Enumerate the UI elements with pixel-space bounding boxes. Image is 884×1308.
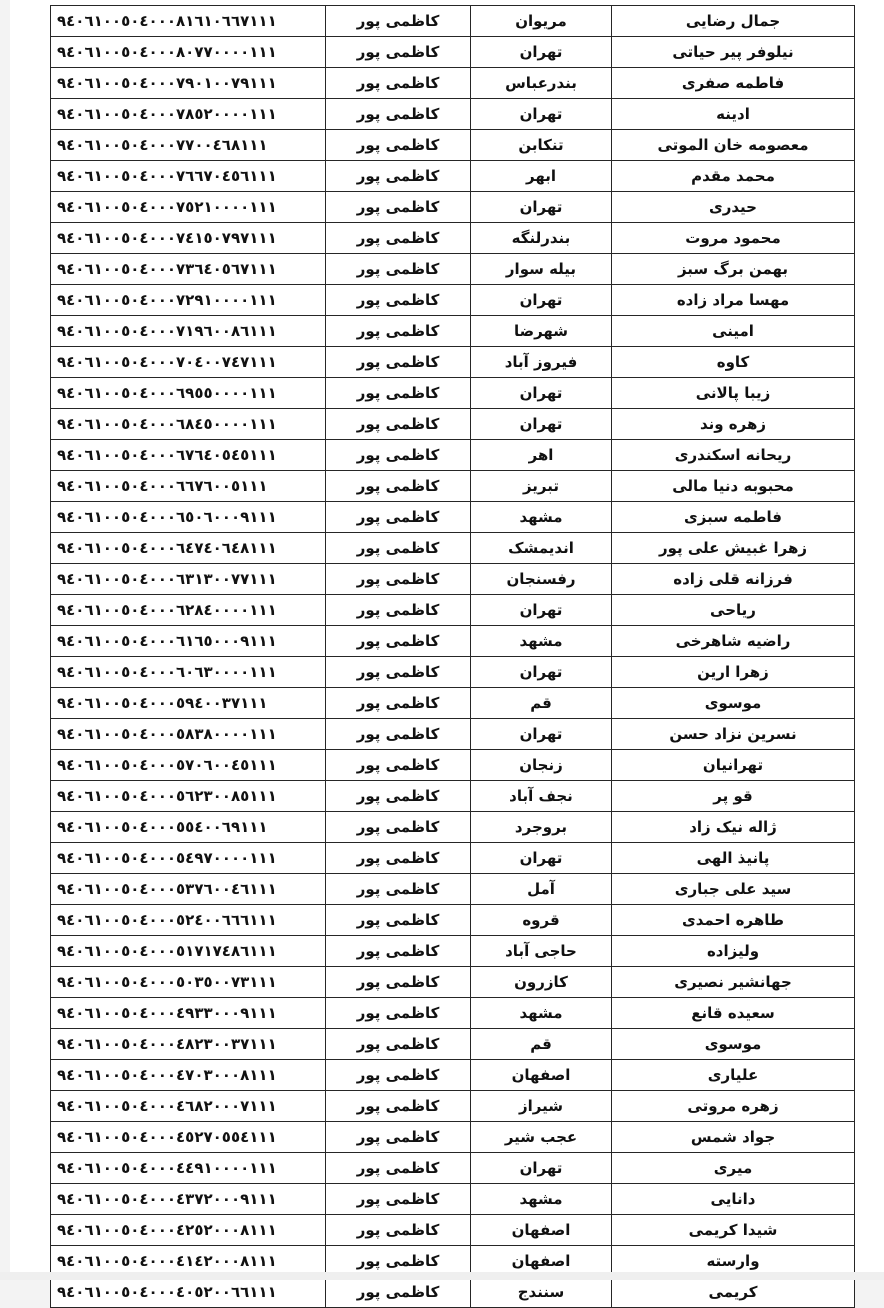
account-number-cell: ۹٤۰٦۱۰۰٥۰٤۰۰۰٥٥٤۰۰٦۹۱۱۱ [51,812,326,843]
account-number-cell: ۹٤۰٦۱۰۰٥۰٤۰۰۰٤٥۲۷۰٥٥٤۱۱۱ [51,1122,326,1153]
records-table [50,5,855,1308]
account-number-cell: ۹٤۰٦۱۰۰٥۰٤۰۰۰۷٤۱٥۰۷۹۷۱۱۱ [51,223,326,254]
city-cell: قم [471,1029,612,1060]
person-name-cell: تهرانیان [612,750,855,781]
city-cell: شهرضا [471,316,612,347]
table-row [51,843,855,874]
table-row [51,905,855,936]
surname-ref-cell: کاظمی پور [326,1091,471,1122]
table-row [51,409,855,440]
surname-ref-cell: کاظمی پور [326,471,471,502]
account-number-cell: ۹٤۰٦۱۰۰٥۰٤۰۰۰٦۱٦٥۰۰۰۹۱۱۱ [51,626,326,657]
table-row [51,161,855,192]
records-table-body [51,6,855,1308]
city-cell: بندرلنگه [471,223,612,254]
account-number-cell: ۹٤۰٦۱۰۰٥۰٤۰۰۰٦۷٦٤۰٥٤٥۱۱۱ [51,440,326,471]
account-number-cell: ۹٤۰٦۱۰۰٥۰٤۰۰۰۷٥۲۱۰۰۰۰۱۱۱ [51,192,326,223]
person-name-cell: کاوه [612,347,855,378]
table-row [51,130,855,161]
city-cell: تهران [471,719,612,750]
city-cell: رفسنجان [471,564,612,595]
table-row [51,1122,855,1153]
surname-ref-cell: کاظمی پور [326,843,471,874]
surname-ref-cell: کاظمی پور [326,905,471,936]
person-name-cell: جمال رضایی [612,6,855,37]
table-row [51,657,855,688]
table-row [51,1029,855,1060]
person-name-cell: موسوی [612,1029,855,1060]
person-name-cell: زهرا ارین [612,657,855,688]
table-row [51,626,855,657]
surname-ref-cell: کاظمی پور [326,688,471,719]
city-cell: تهران [471,1153,612,1184]
city-cell: بیله سوار [471,254,612,285]
table-row [51,471,855,502]
table-row [51,719,855,750]
surname-ref-cell: کاظمی پور [326,37,471,68]
surname-ref-cell: کاظمی پور [326,1246,471,1277]
account-number-cell: ۹٤۰٦۱۰۰٥۰٤۰۰۰٥۷۰٦۰۰٤٥۱۱۱ [51,750,326,781]
surname-ref-cell: کاظمی پور [326,657,471,688]
city-cell: مریوان [471,6,612,37]
person-name-cell: فاطمه سبزی [612,502,855,533]
city-cell: اصفهان [471,1215,612,1246]
table-row [51,378,855,409]
city-cell: اصفهان [471,1246,612,1277]
surname-ref-cell: کاظمی پور [326,68,471,99]
city-cell: بندرعباس [471,68,612,99]
surname-ref-cell: کاظمی پور [326,1184,471,1215]
surname-ref-cell: کاظمی پور [326,285,471,316]
city-cell: بروجرد [471,812,612,843]
table-row [51,1153,855,1184]
account-number-cell: ۹٤۰٦۱۰۰٥۰٤۰۰۰۸۱٦۱۰٦٦۷۱۱۱ [51,6,326,37]
person-name-cell: ولیزاده [612,936,855,967]
surname-ref-cell: کاظمی پور [326,595,471,626]
surname-ref-cell: کاظمی پور [326,99,471,130]
surname-ref-cell: کاظمی پور [326,626,471,657]
surname-ref-cell: کاظمی پور [326,812,471,843]
table-row [51,750,855,781]
city-cell: تهران [471,285,612,316]
city-cell: تبریز [471,471,612,502]
table-row [51,37,855,68]
surname-ref-cell: کاظمی پور [326,781,471,812]
city-cell: تهران [471,192,612,223]
person-name-cell: سید علی جباری [612,874,855,905]
surname-ref-cell: کاظمی پور [326,502,471,533]
account-number-cell: ۹٤۰٦۱۰۰٥۰٤۰۰۰٦٥۰٦۰۰۰۹۱۱۱ [51,502,326,533]
table-row [51,1215,855,1246]
table-row [51,192,855,223]
person-name-cell: بهمن برگ سبز [612,254,855,285]
table-row [51,564,855,595]
table-row [51,347,855,378]
person-name-cell: علیاری [612,1060,855,1091]
person-name-cell: مهسا مراد زاده [612,285,855,316]
surname-ref-cell: کاظمی پور [326,750,471,781]
city-cell: تهران [471,843,612,874]
city-cell: تهران [471,657,612,688]
table-row [51,533,855,564]
surname-ref-cell: کاظمی پور [326,936,471,967]
person-name-cell: ریاحی [612,595,855,626]
city-cell: نجف آباد [471,781,612,812]
surname-ref-cell: کاظمی پور [326,192,471,223]
account-number-cell: ۹٤۰٦۱۰۰٥۰٤۰۰۰۷۰٤۰۰۷٤۷۱۱۱ [51,347,326,378]
table-row [51,936,855,967]
account-number-cell: ۹٤۰٦۱۰۰٥۰٤۰۰۰٥۸۳۸۰۰۰۰۱۱۱ [51,719,326,750]
account-number-cell: ۹٤۰٦۱۰۰٥۰٤۰۰۰٦۲۸٤۰۰۰۰۱۱۱ [51,595,326,626]
person-name-cell: زهره وند [612,409,855,440]
person-name-cell: دانایی [612,1184,855,1215]
person-name-cell: راضیه شاهرخی [612,626,855,657]
table-row [51,967,855,998]
account-number-cell: ۹٤۰٦۱۰۰٥۰٤۰۰۰٥۲٤۰۰٦٦٦۱۱۱ [51,905,326,936]
city-cell: تهران [471,409,612,440]
city-cell: عجب شیر [471,1122,612,1153]
city-cell: مشهد [471,1184,612,1215]
person-name-cell: موسوی [612,688,855,719]
city-cell: اندیمشک [471,533,612,564]
city-cell: مشهد [471,626,612,657]
account-number-cell: ۹٤۰٦۱۰۰٥۰٤۰۰۰٥٤۹۷۰۰۰۰۱۱۱ [51,843,326,874]
city-cell: قم [471,688,612,719]
city-cell: سنندج [471,1277,612,1308]
city-cell: آمل [471,874,612,905]
person-name-cell: محمد مقدم [612,161,855,192]
surname-ref-cell: کاظمی پور [326,1277,471,1308]
table-row [51,316,855,347]
account-number-cell: ۹٤۰٦۱۰۰٥۰٤۰۰۰٦۹٥٥۰۰۰۰۱۱۱ [51,378,326,409]
person-name-cell: حیدری [612,192,855,223]
person-name-cell: ادینه [612,99,855,130]
person-name-cell: ریحانه اسکندری [612,440,855,471]
person-name-cell: کریمی [612,1277,855,1308]
account-number-cell: ۹٤۰٦۱۰۰٥۰٤۰۰۰٤۰٥۲۰۰٦٦۱۱۱ [51,1277,326,1308]
document-sheet [10,0,884,1301]
table-row [51,1091,855,1122]
account-number-cell: ۹٤۰٦۱۰۰٥۰٤۰۰۰۷۳٦٤۰٥٦۷۱۱۱ [51,254,326,285]
surname-ref-cell: کاظمی پور [326,1153,471,1184]
person-name-cell: فاطمه صفری [612,68,855,99]
bottom-margin [0,1272,884,1280]
table-row [51,99,855,130]
account-number-cell: ۹٤۰٦۱۰۰٥۰٤۰۰۰٤۲٥۲۰۰۰۸۱۱۱ [51,1215,326,1246]
table-row [51,254,855,285]
account-number-cell: ۹٤۰٦۱۰۰٥۰٤۰۰۰٤۸۲۳۰۰۳۷۱۱۱ [51,1029,326,1060]
table-row [51,874,855,905]
surname-ref-cell: کاظمی پور [326,1215,471,1246]
account-number-cell: ۹٤۰٦۱۰۰٥۰٤۰۰۰٤۷۰۳۰۰۰۸۱۱۱ [51,1060,326,1091]
account-number-cell: ۹٤۰٦۱۰۰٥۰٤۰۰۰٤٤۹۱۰۰۰۰۱۱۱ [51,1153,326,1184]
city-cell: ابهر [471,161,612,192]
city-cell: زنجان [471,750,612,781]
person-name-cell: معصومه خان الموتی [612,130,855,161]
table-row [51,1277,855,1308]
person-name-cell: شیدا کریمی [612,1215,855,1246]
table-row [51,68,855,99]
account-number-cell: ۹٤۰٦۱۰۰٥۰٤۰۰۰۷۸٥۲۰۰۰۰۱۱۱ [51,99,326,130]
person-name-cell: نسرین نزاد حسن [612,719,855,750]
surname-ref-cell: کاظمی پور [326,967,471,998]
city-cell: مشهد [471,998,612,1029]
city-cell: فیروز آباد [471,347,612,378]
surname-ref-cell: کاظمی پور [326,533,471,564]
table-row [51,440,855,471]
person-name-cell: محمود مروت [612,223,855,254]
account-number-cell: ۹٤۰٦۱۰۰٥۰٤۰۰۰۸۰۷۷۰۰۰۰۱۱۱ [51,37,326,68]
surname-ref-cell: کاظمی پور [326,998,471,1029]
surname-ref-cell: کاظمی پور [326,378,471,409]
account-number-cell: ۹٤۰٦۱۰۰٥۰٤۰۰۰٥۰۳٥۰۰۷۳۱۱۱ [51,967,326,998]
surname-ref-cell: کاظمی پور [326,440,471,471]
account-number-cell: ۹٤۰٦۱۰۰٥۰٤۰۰۰٦٦۷٦۰۰٥۱۱۱ [51,471,326,502]
account-number-cell: ۹٤۰٦۱۰۰٥۰٤۰۰۰٥۱۷۱۷٤۸٦۱۱۱ [51,936,326,967]
city-cell: کازرون [471,967,612,998]
surname-ref-cell: کاظمی پور [326,161,471,192]
table-row [51,998,855,1029]
person-name-cell: سعیده قانع [612,998,855,1029]
account-number-cell: ۹٤۰٦۱۰۰٥۰٤۰۰۰٥۹٤۰۰۳۷۱۱۱ [51,688,326,719]
surname-ref-cell: کاظمی پور [326,719,471,750]
person-name-cell: وارسته [612,1246,855,1277]
person-name-cell: زهره مروتی [612,1091,855,1122]
person-name-cell: قو پر [612,781,855,812]
person-name-cell: امینی [612,316,855,347]
account-number-cell: ۹٤۰٦۱۰۰٥۰٤۰۰۰۷۹۰۱۰۰۷۹۱۱۱ [51,68,326,99]
city-cell: حاجی آباد [471,936,612,967]
city-cell: تهران [471,378,612,409]
account-number-cell: ۹٤۰٦۱۰۰٥۰٤۰۰۰٦۸٤٥۰۰۰۰۱۱۱ [51,409,326,440]
account-number-cell: ۹٤۰٦۱۰۰٥۰٤۰۰۰٥٦۲۳۰۰۸٥۱۱۱ [51,781,326,812]
person-name-cell: نیلوفر پیر حیاتی [612,37,855,68]
table-row [51,502,855,533]
surname-ref-cell: کاظمی پور [326,1029,471,1060]
surname-ref-cell: کاظمی پور [326,347,471,378]
city-cell: اصفهان [471,1060,612,1091]
surname-ref-cell: کاظمی پور [326,254,471,285]
table-row [51,285,855,316]
person-name-cell: زهرا غبیش علی پور [612,533,855,564]
table-row [51,1060,855,1091]
city-cell: اهر [471,440,612,471]
person-name-cell: جهانشیر نصیری [612,967,855,998]
table-row [51,812,855,843]
surname-ref-cell: کاظمی پور [326,409,471,440]
person-name-cell: طاهره احمدی [612,905,855,936]
city-cell: تنکابن [471,130,612,161]
person-name-cell: محبوبه دنیا مالی [612,471,855,502]
account-number-cell: ۹٤۰٦۱۰۰٥۰٤۰۰۰۷۲۹۱۰۰۰۰۱۱۱ [51,285,326,316]
surname-ref-cell: کاظمی پور [326,1060,471,1091]
account-number-cell: ۹٤۰٦۱۰۰٥۰٤۰۰۰٦٤۷٤۰٦٤۸۱۱۱ [51,533,326,564]
table-row [51,1184,855,1215]
surname-ref-cell: کاظمی پور [326,564,471,595]
account-number-cell: ۹٤۰٦۱۰۰٥۰٤۰۰۰٤۹۳۳۰۰۰۹۱۱۱ [51,998,326,1029]
table-row [51,781,855,812]
person-name-cell: فرزانه قلی زاده [612,564,855,595]
person-name-cell: ژاله نیک زاد [612,812,855,843]
account-number-cell: ۹٤۰٦۱۰۰٥۰٤۰۰۰۷۱۹٦۰۰۸٦۱۱۱ [51,316,326,347]
account-number-cell: ۹٤۰٦۱۰۰٥۰٤۰۰۰٤۱٤۲۰۰۰۸۱۱۱ [51,1246,326,1277]
account-number-cell: ۹٤۰٦۱۰۰٥۰٤۰۰۰٤٦۸۲۰۰۰۷۱۱۱ [51,1091,326,1122]
account-number-cell: ۹٤۰٦۱۰۰٥۰٤۰۰۰۷۷۰۰٤٦۸۱۱۱ [51,130,326,161]
account-number-cell: ۹٤۰٦۱۰۰٥۰٤۰۰۰۷٦٦۷۰٤٥٦۱۱۱ [51,161,326,192]
city-cell: مشهد [471,502,612,533]
account-number-cell: ۹٤۰٦۱۰۰٥۰٤۰۰۰٦۳۱۳۰۰۷۷۱۱۱ [51,564,326,595]
city-cell: قروه [471,905,612,936]
table-row [51,595,855,626]
surname-ref-cell: کاظمی پور [326,316,471,347]
table-row [51,223,855,254]
person-name-cell: جواد شمس [612,1122,855,1153]
account-number-cell: ۹٤۰٦۱۰۰٥۰٤۰۰۰٤۳۷۲۰۰۰۹۱۱۱ [51,1184,326,1215]
table-row [51,688,855,719]
city-cell: شیراز [471,1091,612,1122]
person-name-cell: پانیذ الهی [612,843,855,874]
surname-ref-cell: کاظمی پور [326,1122,471,1153]
account-number-cell: ۹٤۰٦۱۰۰٥۰٤۰۰۰٦۰٦۳۰۰۰۰۱۱۱ [51,657,326,688]
surname-ref-cell: کاظمی پور [326,223,471,254]
city-cell: تهران [471,99,612,130]
surname-ref-cell: کاظمی پور [326,130,471,161]
surname-ref-cell: کاظمی پور [326,874,471,905]
person-name-cell: میری [612,1153,855,1184]
city-cell: تهران [471,595,612,626]
city-cell: تهران [471,37,612,68]
surname-ref-cell: کاظمی پور [326,6,471,37]
account-number-cell: ۹٤۰٦۱۰۰٥۰٤۰۰۰٥۳۷٦۰۰٤٦۱۱۱ [51,874,326,905]
table-row [51,6,855,37]
person-name-cell: زیبا پالانی [612,378,855,409]
